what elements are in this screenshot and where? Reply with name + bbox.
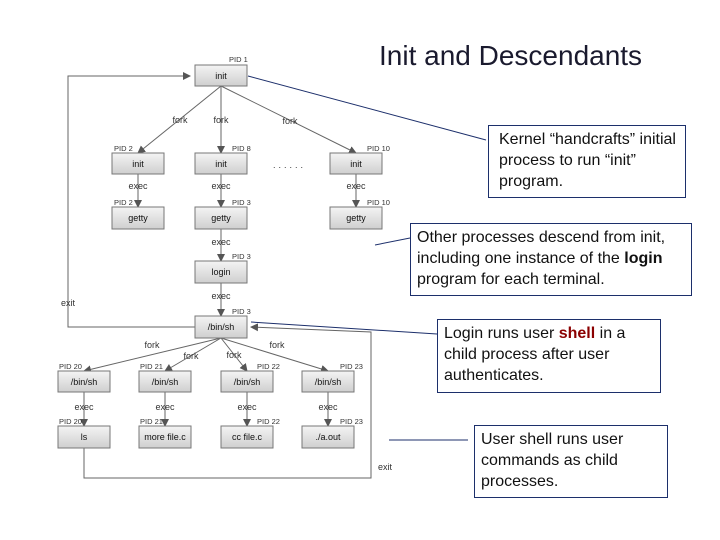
edge-label-exit: exit <box>377 462 393 472</box>
callout-user-commands: User shell runs user commands as child processes. <box>474 425 668 498</box>
svg-text:/bin/sh: /bin/sh <box>207 322 235 332</box>
svg-text:init: init <box>215 71 227 81</box>
box-init-c <box>330 153 382 174</box>
pid-label: PID 10 <box>367 198 390 207</box>
edge-label-fork: fork <box>226 350 242 360</box>
box-init-a <box>112 153 164 174</box>
pid-label: PID 2 <box>114 144 133 153</box>
pid-label: PID 3 <box>232 198 251 207</box>
box-init-b <box>195 153 247 174</box>
edge-label-fork: fork <box>282 116 298 126</box>
edge-label-exec: exec <box>318 402 338 412</box>
svg-text:/bin/sh: /bin/sh <box>151 377 179 387</box>
edge-label-fork: fork <box>269 340 285 350</box>
edge-label-exec: exec <box>211 237 231 247</box>
svg-text:getty: getty <box>128 213 148 223</box>
edge-label-exec: exec <box>211 181 231 191</box>
box-init-root <box>195 65 247 86</box>
edge-label-fork: fork <box>213 115 229 125</box>
box-aout <box>302 426 354 448</box>
pid-label: PID 3 <box>232 252 251 261</box>
pid-label: PID 3 <box>232 307 251 316</box>
pid-label: PID 23 <box>340 417 363 426</box>
pid-label: PID 20 <box>59 417 82 426</box>
pid-label: PID 22 <box>257 362 280 371</box>
box-ls <box>58 426 110 448</box>
svg-text:ls: ls <box>80 432 88 442</box>
pid-label: PID 1 <box>229 55 248 64</box>
edge-label-fork: fork <box>172 115 188 125</box>
box-binsh <box>195 316 247 338</box>
edge-label-exec: exec <box>128 181 148 191</box>
box-cc <box>221 426 273 448</box>
box-getty-b <box>195 207 247 229</box>
svg-text:init: init <box>132 159 144 169</box>
pid-label: PID 10 <box>367 144 390 153</box>
edge-label-exec: exec <box>155 402 175 412</box>
box-more <box>139 426 191 448</box>
pid-label: PID 21 <box>140 362 163 371</box>
box-sh-1 <box>58 371 110 392</box>
edge-label-exec: exec <box>237 402 257 412</box>
box-sh-4 <box>302 371 354 392</box>
ellipsis: · · · · · · <box>272 162 304 172</box>
pid-label: PID 20 <box>59 362 82 371</box>
page-title: Init and Descendants <box>379 40 643 71</box>
svg-text:cc file.c: cc file.c <box>231 432 263 442</box>
box-sh-3 <box>221 371 273 392</box>
pid-label: PID 21 <box>140 417 163 426</box>
svg-text:/bin/sh: /bin/sh <box>233 377 261 387</box>
svg-text:more file.c: more file.c <box>144 432 186 442</box>
box-getty-c <box>330 207 382 229</box>
pid-label: PID 22 <box>257 417 280 426</box>
pid-label: PID 8 <box>232 144 251 153</box>
edge-label-exec: exec <box>346 181 366 191</box>
pid-label: PID 23 <box>340 362 363 371</box>
box-sh-2 <box>139 371 191 392</box>
callout-kernel: Kernel “handcrafts” initial process to run “init” program. <box>488 125 686 198</box>
box-getty-a <box>112 207 164 229</box>
svg-text:getty: getty <box>346 213 366 223</box>
callout-shell: Login runs user shell in a child process after user authenticates. <box>437 319 661 393</box>
callout-login-program: Other processes descend from init, including one instance of the login program for each terminal. <box>410 223 692 296</box>
svg-text:getty: getty <box>211 213 231 223</box>
edge-label-exec: exec <box>211 291 231 301</box>
svg-text:init: init <box>350 159 362 169</box>
svg-text:login: login <box>211 267 231 277</box>
pid-label: PID 2 <box>114 198 133 207</box>
box-login <box>195 261 247 283</box>
edge-label-exit: exit <box>60 298 76 308</box>
svg-text:init: init <box>215 159 227 169</box>
edge-label-fork: fork <box>183 351 199 361</box>
svg-text:/bin/sh: /bin/sh <box>70 377 98 387</box>
edge-label-fork: fork <box>144 340 160 350</box>
svg-text:./a.out: ./a.out <box>315 432 341 442</box>
edge-label-exec: exec <box>74 402 94 412</box>
svg-text:/bin/sh: /bin/sh <box>314 377 342 387</box>
